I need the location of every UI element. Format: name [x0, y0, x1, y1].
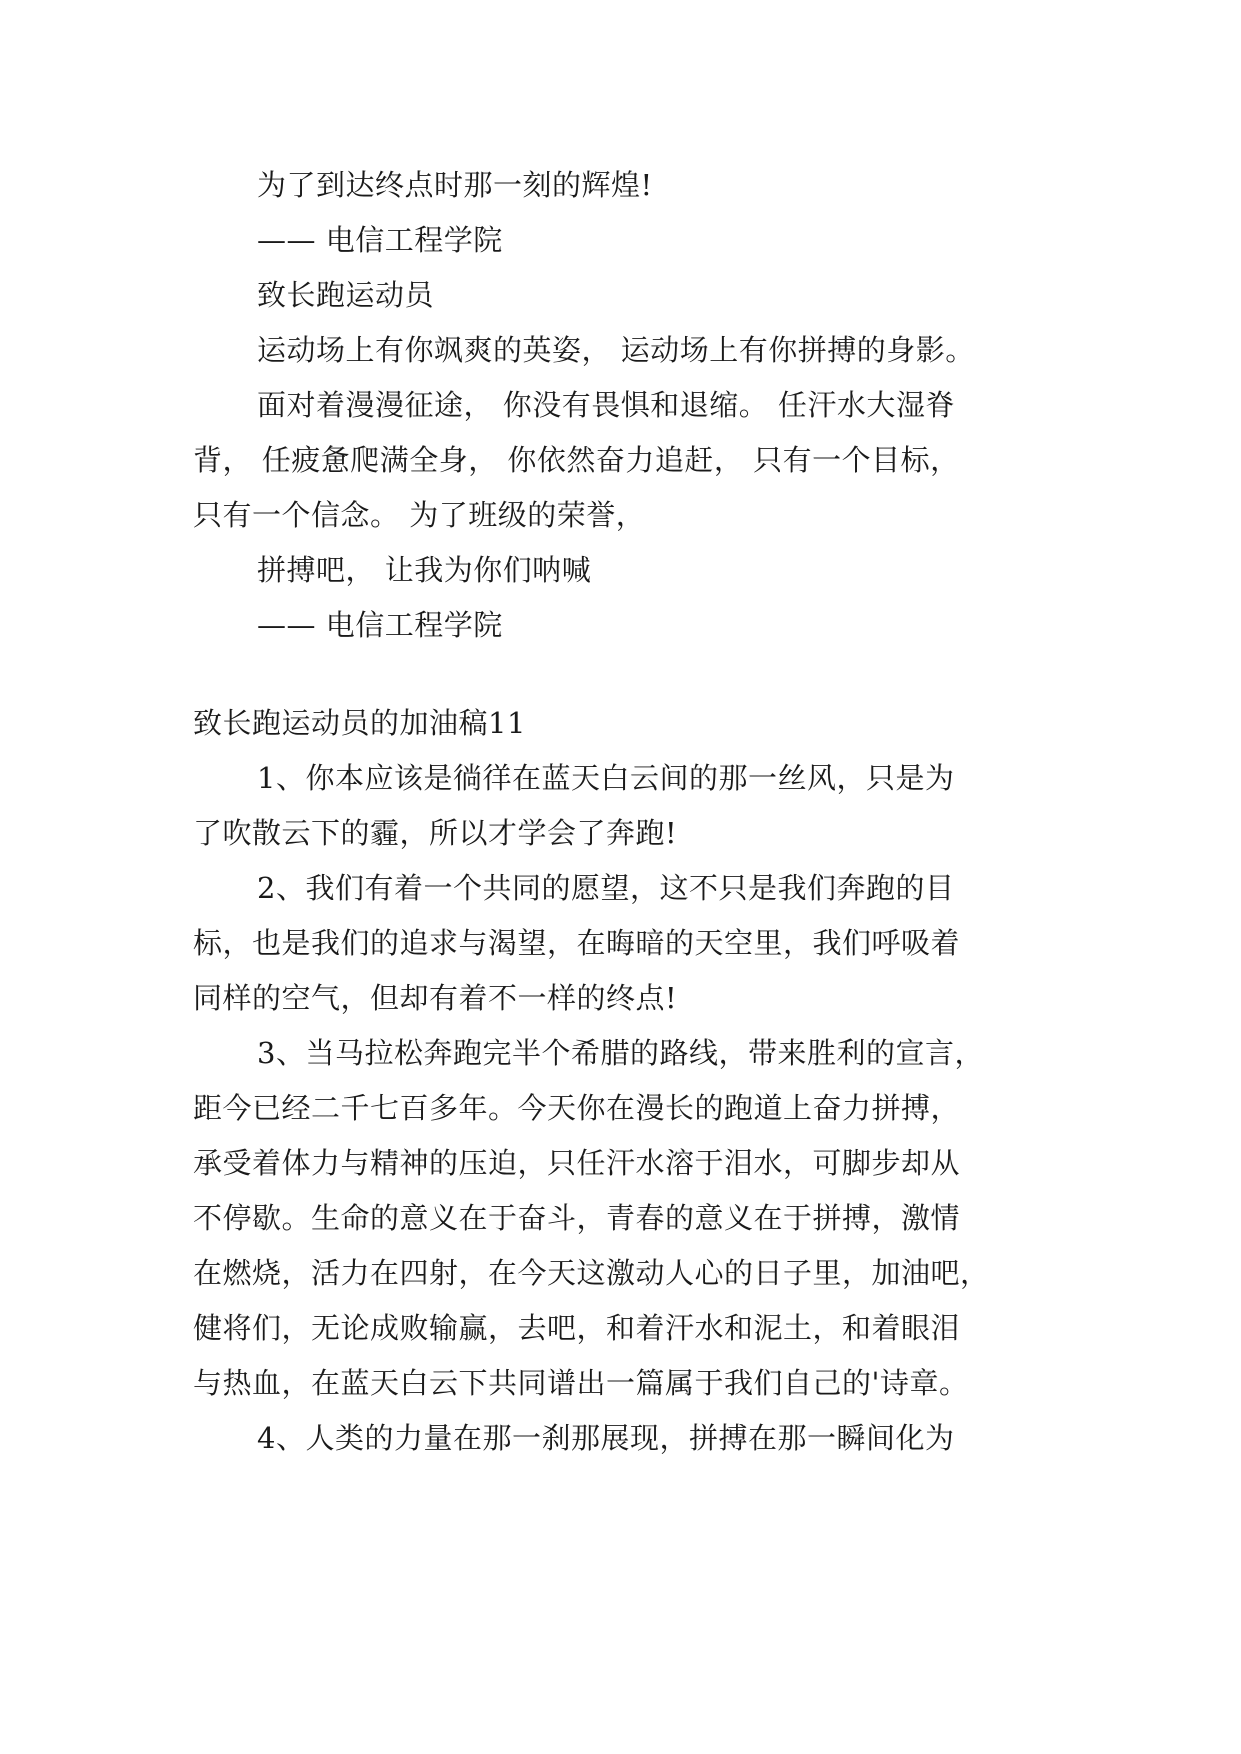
letter2-line: 面对着漫漫征途， 你没有畏惧和退缩。 任汗水大湿脊: [257, 388, 955, 422]
section-line: 在燃烧，活力在四射，在今天这激动人心的日子里，加油吧，: [193, 1256, 990, 1290]
letter2-line: 背， 任疲惫爬满全身， 你依然奋力追赶， 只有一个目标，: [193, 443, 960, 477]
section-line: 了吹散云下的霾，所以才学会了奔跑!: [193, 816, 678, 850]
section-line: 距今已经二千七百多年。今天你在漫长的跑道上奋力拼搏，: [193, 1091, 961, 1125]
section-line: 2、我们有着一个共同的愿望，这不只是我们奔跑的目: [257, 871, 955, 905]
section-line: 与热血，在蓝天白云下共同谱出一篇属于我们自己的'诗章。: [193, 1366, 969, 1400]
section-heading: 致长跑运动员的加油稿11: [193, 706, 526, 740]
letter1-signature: —— 电信工程学院: [257, 223, 503, 257]
letter1-closing-line: 为了到达终点时那一刻的辉煌!: [257, 168, 653, 202]
letter2-line: 拼搏吧， 让我为你们呐喊: [257, 553, 592, 587]
letter2-line: 运动场上有你飒爽的英姿， 运动场上有你拼搏的身影。: [257, 333, 975, 367]
section-line: 同样的空气，但却有着不一样的终点!: [193, 981, 678, 1015]
section-line: 3、当马拉松奔跑完半个希腊的路线，带来胜利的宣言，: [257, 1036, 984, 1070]
section-line: 1、你本应该是徜徉在蓝天白云间的那一丝风，只是为: [257, 761, 955, 795]
letter2-signature: —— 电信工程学院: [257, 608, 503, 642]
section-line: 标，也是我们的追求与渴望，在晦暗的天空里，我们呼吸着: [193, 926, 961, 960]
section-line: 承受着体力与精神的压迫，只任汗水溶于泪水，可脚步却从: [193, 1146, 961, 1180]
section-line: 健将们，无论成败输赢，去吧，和着汗水和泥土，和着眼泪: [193, 1311, 961, 1345]
section-line: 不停歇。生命的意义在于奋斗，青春的意义在于拼搏，激情: [193, 1201, 961, 1235]
letter2-line: 只有一个信念。 为了班级的荣誉，: [193, 498, 646, 532]
letter2-title: 致长跑运动员: [257, 278, 435, 312]
section-line: 4、人类的力量在那一刹那展现，拼搏在那一瞬间化为: [257, 1421, 955, 1455]
